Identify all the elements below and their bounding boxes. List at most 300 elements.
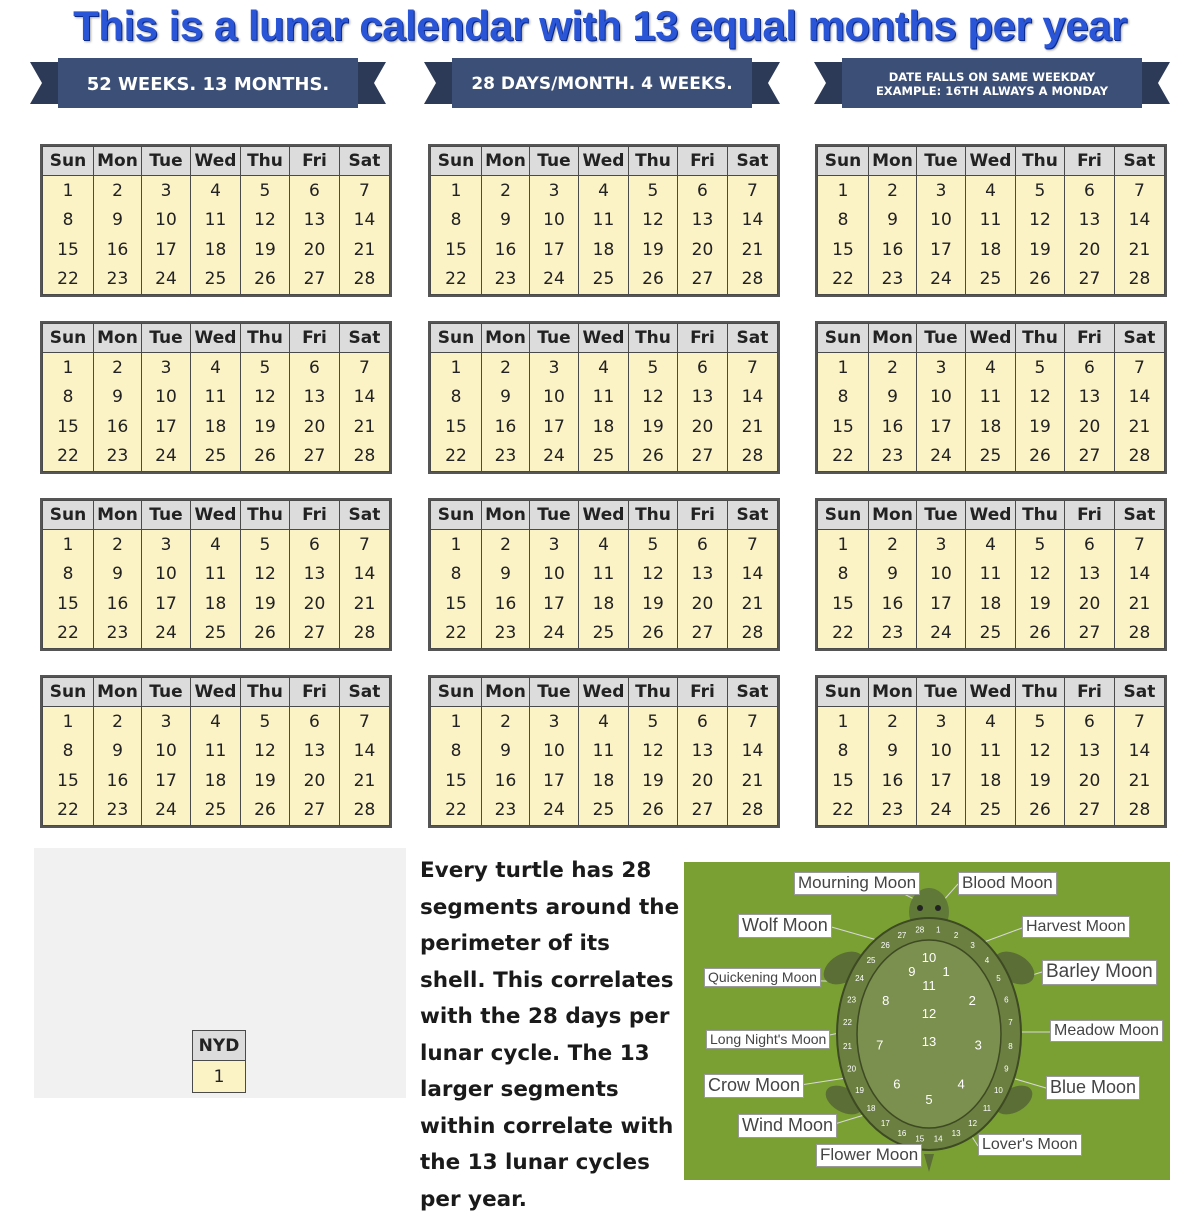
day-cell: 20 <box>289 235 339 265</box>
day-cell: 21 <box>1114 412 1164 442</box>
day-cell: 26 <box>1015 265 1064 295</box>
week-row <box>431 176 778 206</box>
day-cell: 12 <box>628 737 677 767</box>
day-cell: 10 <box>529 206 578 236</box>
day-cell: 3 <box>529 353 578 383</box>
day-cell: 25 <box>965 619 1015 649</box>
shell-inner-number: 11 <box>922 978 936 993</box>
day-cell: 25 <box>965 265 1015 295</box>
day-cell: 27 <box>1064 442 1114 472</box>
day-cell: 23 <box>93 619 141 649</box>
week-row <box>818 442 1165 472</box>
day-cell: 10 <box>916 206 965 236</box>
day-cell: 8 <box>818 737 869 767</box>
weekday-header: Mon <box>481 147 529 176</box>
shell-inner-number: 2 <box>968 993 976 1008</box>
day-cell: 6 <box>677 176 727 206</box>
day-cell: 11 <box>965 560 1015 590</box>
day-cell: 28 <box>339 265 389 295</box>
day-cell: 7 <box>339 353 389 383</box>
day-cell: 23 <box>481 265 529 295</box>
weekday-header: Sun <box>818 501 869 530</box>
day-cell: 28 <box>727 265 777 295</box>
weekday-header: Wed <box>190 324 240 353</box>
day-cell: 10 <box>529 383 578 413</box>
day-cell: 19 <box>1015 235 1064 265</box>
ribbon-label: 28 DAYS/MONTH. 4 WEEKS. <box>471 74 733 94</box>
week-row <box>43 589 390 619</box>
day-cell: 5 <box>1015 707 1064 737</box>
day-cell: 25 <box>578 796 628 826</box>
day-cell: 21 <box>339 589 389 619</box>
shell-outer-number: 10 <box>993 1085 1003 1095</box>
day-cell: 4 <box>190 530 240 560</box>
day-cell: 8 <box>818 206 869 236</box>
shell-inner-number: 10 <box>921 950 937 965</box>
day-cell: 12 <box>628 383 677 413</box>
shell-inner-number: 13 <box>921 1034 937 1049</box>
weekday-header: Thu <box>240 678 289 707</box>
day-cell: 22 <box>818 265 869 295</box>
day-cell: 11 <box>578 383 628 413</box>
month-calendar-6 <box>817 323 1165 472</box>
day-cell: 24 <box>916 265 965 295</box>
shell-inner-number: 7 <box>876 1037 884 1053</box>
day-cell: 13 <box>1064 206 1114 236</box>
shell-outer-number: 7 <box>1008 1018 1013 1028</box>
weekday-header: Tue <box>529 147 578 176</box>
shell-outer-number: 6 <box>1004 995 1009 1005</box>
day-cell: 1 <box>818 176 869 206</box>
day-cell: 7 <box>727 530 777 560</box>
day-cell: 24 <box>529 796 578 826</box>
day-cell: 24 <box>141 265 190 295</box>
weekday-header: Fri <box>289 501 339 530</box>
week-row <box>818 206 1165 236</box>
day-cell: 21 <box>727 766 777 796</box>
shell-outer-number: 16 <box>897 1129 907 1139</box>
week-row <box>431 383 778 413</box>
day-cell: 28 <box>339 619 389 649</box>
weekday-header: Fri <box>1064 501 1114 530</box>
day-cell: 20 <box>677 235 727 265</box>
day-cell: 17 <box>141 589 190 619</box>
shell-inner-number: 5 <box>925 1092 933 1107</box>
weekday-header: Thu <box>1015 324 1064 353</box>
week-row <box>431 619 778 649</box>
week-row <box>431 796 778 826</box>
shell-inner-number: 1 <box>942 963 950 979</box>
shell-outer-number: 12 <box>968 1118 978 1128</box>
day-cell: 18 <box>965 412 1015 442</box>
day-cell: 24 <box>529 265 578 295</box>
day-cell: 1 <box>431 176 482 206</box>
month-calendar-1 <box>42 146 390 295</box>
day-cell: 4 <box>965 707 1015 737</box>
ribbon-line-1: DATE FALLS ON SAME WEEKDAY <box>888 70 1096 84</box>
day-cell: 27 <box>677 796 727 826</box>
day-cell: 3 <box>916 530 965 560</box>
weekday-header: Mon <box>481 678 529 707</box>
day-cell: 21 <box>727 235 777 265</box>
day-cell: 3 <box>529 530 578 560</box>
day-cell: 12 <box>628 560 677 590</box>
day-cell: 20 <box>1064 589 1114 619</box>
weekday-header: Wed <box>190 147 240 176</box>
day-cell: 19 <box>240 412 289 442</box>
day-cell: 8 <box>43 206 94 236</box>
day-cell: 16 <box>481 412 529 442</box>
day-cell: 4 <box>965 353 1015 383</box>
day-cell: 1 <box>818 530 869 560</box>
day-cell: 17 <box>529 589 578 619</box>
week-row <box>43 560 390 590</box>
day-cell: 13 <box>289 737 339 767</box>
day-cell: 9 <box>93 206 141 236</box>
day-cell: 11 <box>578 206 628 236</box>
day-cell: 3 <box>529 707 578 737</box>
day-cell: 6 <box>1064 176 1114 206</box>
day-cell: 14 <box>339 737 389 767</box>
day-cell: 24 <box>529 619 578 649</box>
day-cell: 4 <box>578 530 628 560</box>
day-cell: 2 <box>481 353 529 383</box>
weekday-header: Tue <box>916 147 965 176</box>
week-row <box>43 737 390 767</box>
shell-outer-number: 2 <box>953 930 959 940</box>
shell-outer-number: 22 <box>843 1018 852 1028</box>
shell-outer-number: 1 <box>935 925 941 935</box>
weekday-header: Mon <box>93 324 141 353</box>
day-cell: 25 <box>190 265 240 295</box>
day-cell: 10 <box>529 737 578 767</box>
week-row <box>818 176 1165 206</box>
shell-outer-number: 20 <box>847 1064 857 1074</box>
day-cell: 26 <box>628 619 677 649</box>
day-cell: 28 <box>1114 619 1164 649</box>
weekday-header: Thu <box>240 501 289 530</box>
day-cell: 14 <box>727 560 777 590</box>
shell-inner-number: 4 <box>957 1076 965 1092</box>
shell-outer-number: 13 <box>951 1129 961 1139</box>
day-cell: 9 <box>868 560 916 590</box>
day-cell: 2 <box>481 530 529 560</box>
day-cell: 23 <box>93 442 141 472</box>
day-cell: 27 <box>1064 265 1114 295</box>
day-cell: 22 <box>431 796 482 826</box>
day-cell: 7 <box>1114 176 1164 206</box>
day-cell: 3 <box>529 176 578 206</box>
day-cell: 3 <box>141 707 190 737</box>
day-cell: 28 <box>1114 796 1164 826</box>
week-row <box>43 206 390 236</box>
day-cell: 5 <box>240 707 289 737</box>
weekday-header: Sun <box>431 147 482 176</box>
weekday-header: Thu <box>1015 147 1064 176</box>
weekday-header: Mon <box>481 501 529 530</box>
day-cell: 28 <box>339 442 389 472</box>
day-cell: 9 <box>868 737 916 767</box>
day-cell: 19 <box>628 412 677 442</box>
weekday-header: Fri <box>677 324 727 353</box>
day-cell: 18 <box>190 766 240 796</box>
day-cell: 23 <box>868 442 916 472</box>
week-row <box>43 530 390 560</box>
day-cell: 16 <box>93 766 141 796</box>
day-cell: 2 <box>868 707 916 737</box>
day-cell: 8 <box>43 737 94 767</box>
day-cell: 18 <box>578 412 628 442</box>
day-cell: 21 <box>1114 766 1164 796</box>
day-cell: 25 <box>965 442 1015 472</box>
day-cell: 3 <box>141 176 190 206</box>
day-cell: 16 <box>868 589 916 619</box>
day-cell: 6 <box>677 353 727 383</box>
day-cell: 20 <box>677 589 727 619</box>
day-cell: 26 <box>240 265 289 295</box>
week-row <box>431 560 778 590</box>
day-cell: 17 <box>916 412 965 442</box>
day-cell: 13 <box>677 383 727 413</box>
day-cell: 27 <box>289 619 339 649</box>
week-row <box>431 235 778 265</box>
day-cell: 17 <box>529 235 578 265</box>
page-title: This is a lunar calendar with 13 equal months per year <box>73 2 1127 49</box>
day-cell: 23 <box>93 265 141 295</box>
day-cell: 2 <box>481 176 529 206</box>
day-cell: 27 <box>677 619 727 649</box>
turtle-moon-diagram <box>684 862 1170 1180</box>
weekday-header: Wed <box>578 501 628 530</box>
day-cell: 5 <box>240 530 289 560</box>
day-cell: 6 <box>289 353 339 383</box>
day-cell: 3 <box>916 176 965 206</box>
day-cell: 17 <box>529 412 578 442</box>
ribbon-label: 52 WEEKS. 13 MONTHS. <box>86 73 330 95</box>
week-row <box>818 412 1165 442</box>
month-calendar-8 <box>430 500 778 649</box>
week-row <box>818 589 1165 619</box>
weekday-header: Sun <box>818 324 869 353</box>
shell-outer-number: 25 <box>866 955 876 965</box>
weekday-header: Mon <box>868 147 916 176</box>
week-row <box>43 619 390 649</box>
day-cell: 8 <box>431 560 482 590</box>
day-cell: 16 <box>93 412 141 442</box>
day-cell: 16 <box>93 235 141 265</box>
day-cell: 8 <box>431 206 482 236</box>
day-cell: 12 <box>1015 206 1064 236</box>
weekday-header: Tue <box>916 324 965 353</box>
day-cell: 18 <box>190 589 240 619</box>
weekday-header: Fri <box>1064 324 1114 353</box>
day-cell: 9 <box>481 560 529 590</box>
weekday-header: Fri <box>677 147 727 176</box>
moon-label: Mourning Moon <box>794 872 920 895</box>
day-cell: 11 <box>965 383 1015 413</box>
day-cell: 5 <box>1015 176 1064 206</box>
shell-inner-number: 9 <box>908 963 916 979</box>
day-cell: 20 <box>1064 412 1114 442</box>
shell-inner-number: 3 <box>974 1037 982 1053</box>
weekday-header: Mon <box>93 678 141 707</box>
day-cell: 11 <box>190 737 240 767</box>
day-cell: 17 <box>916 766 965 796</box>
week-row <box>818 235 1165 265</box>
week-row <box>431 737 778 767</box>
day-cell: 27 <box>677 442 727 472</box>
moon-label: Barley Moon <box>1042 960 1157 985</box>
day-cell: 23 <box>481 796 529 826</box>
week-row <box>431 707 778 737</box>
day-cell: 10 <box>529 560 578 590</box>
day-cell: 3 <box>916 707 965 737</box>
weekday-header: Sat <box>339 678 389 707</box>
day-cell: 2 <box>868 353 916 383</box>
week-row <box>431 442 778 472</box>
day-cell: 12 <box>1015 560 1064 590</box>
day-cell: 6 <box>1064 707 1114 737</box>
day-cell: 20 <box>289 589 339 619</box>
weekday-header: Wed <box>965 147 1015 176</box>
ribbon-line-2: EXAMPLE: 16TH ALWAYS A MONDAY <box>875 84 1109 98</box>
week-row <box>431 766 778 796</box>
shell-outer-number: 26 <box>880 941 890 951</box>
weekday-header: Thu <box>1015 678 1064 707</box>
week-row <box>431 206 778 236</box>
weekday-header: Sun <box>431 501 482 530</box>
day-cell: 10 <box>916 560 965 590</box>
day-cell: 21 <box>1114 589 1164 619</box>
weekday-header: Sat <box>339 147 389 176</box>
weekday-header: Sat <box>1114 324 1164 353</box>
week-row <box>818 530 1165 560</box>
week-row <box>818 265 1165 295</box>
ribbon-weeks-months <box>30 54 386 114</box>
day-cell: 11 <box>965 206 1015 236</box>
moon-label: Flower Moon <box>816 1144 922 1167</box>
day-cell: 2 <box>868 176 916 206</box>
day-cell: 22 <box>43 619 94 649</box>
day-cell: 24 <box>141 442 190 472</box>
shell-inner-number: 6 <box>893 1076 901 1092</box>
weekday-header: Thu <box>628 147 677 176</box>
weekday-header: Sat <box>1114 147 1164 176</box>
day-cell: 9 <box>868 206 916 236</box>
day-cell: 13 <box>677 206 727 236</box>
day-cell: 12 <box>240 383 289 413</box>
moon-label: Blue Moon <box>1046 1076 1140 1100</box>
day-cell: 21 <box>727 589 777 619</box>
day-cell: 18 <box>190 235 240 265</box>
moon-label: Blood Moon <box>958 872 1057 895</box>
day-cell: 22 <box>431 619 482 649</box>
day-cell: 16 <box>481 766 529 796</box>
day-cell: 25 <box>578 265 628 295</box>
day-cell: 15 <box>431 766 482 796</box>
day-cell: 5 <box>628 530 677 560</box>
day-cell: 18 <box>965 235 1015 265</box>
day-cell: 4 <box>965 530 1015 560</box>
day-cell: 6 <box>289 707 339 737</box>
weekday-header: Tue <box>529 324 578 353</box>
shell-outer-number: 18 <box>866 1104 876 1114</box>
weekday-header: Sat <box>1114 678 1164 707</box>
day-cell: 20 <box>289 412 339 442</box>
weekday-header: Sun <box>818 147 869 176</box>
day-cell: 16 <box>481 235 529 265</box>
day-cell: 27 <box>289 265 339 295</box>
day-cell: 20 <box>1064 766 1114 796</box>
day-cell: 7 <box>1114 530 1164 560</box>
month-calendar-11 <box>430 677 778 826</box>
weekday-header: Mon <box>481 324 529 353</box>
day-cell: 23 <box>481 619 529 649</box>
day-cell: 16 <box>868 235 916 265</box>
day-cell: 14 <box>727 206 777 236</box>
day-cell: 14 <box>1114 560 1164 590</box>
week-row <box>818 766 1165 796</box>
day-cell: 20 <box>677 766 727 796</box>
day-cell: 11 <box>190 206 240 236</box>
weekday-header: Tue <box>916 501 965 530</box>
weekday-header: Wed <box>578 678 628 707</box>
nyd-value: 1 <box>193 1061 246 1093</box>
week-row <box>818 796 1165 826</box>
week-row <box>43 176 390 206</box>
month-calendar-2 <box>430 146 778 295</box>
week-row <box>43 766 390 796</box>
day-cell: 17 <box>916 235 965 265</box>
week-row <box>43 383 390 413</box>
weekday-header: Wed <box>965 501 1015 530</box>
weekday-header: Sat <box>727 324 777 353</box>
day-cell: 19 <box>240 766 289 796</box>
weekday-header: Sat <box>339 501 389 530</box>
day-cell: 6 <box>1064 353 1114 383</box>
day-cell: 1 <box>818 353 869 383</box>
day-cell: 4 <box>965 176 1015 206</box>
day-cell: 16 <box>868 766 916 796</box>
month-calendar-7 <box>42 500 390 649</box>
turtle-explanation: Every turtle has 28 segments around the perimeter of its shell. This correlates with the 28 days per lunar cycle. The 13 larger segments within correlate with the 13 lunar cycles per year. <box>420 858 680 1212</box>
day-cell: 6 <box>289 176 339 206</box>
weekday-header: Wed <box>190 501 240 530</box>
shell-outer-number: 24 <box>855 974 865 984</box>
weekday-header: Sun <box>43 678 94 707</box>
day-cell: 15 <box>818 412 869 442</box>
day-cell: 26 <box>240 442 289 472</box>
day-cell: 25 <box>190 442 240 472</box>
day-cell: 7 <box>339 707 389 737</box>
day-cell: 1 <box>431 530 482 560</box>
weekday-header: Sun <box>431 324 482 353</box>
week-row <box>43 442 390 472</box>
day-cell: 6 <box>677 530 727 560</box>
day-cell: 10 <box>141 560 190 590</box>
day-cell: 22 <box>818 796 869 826</box>
day-cell: 2 <box>481 707 529 737</box>
day-cell: 23 <box>868 265 916 295</box>
weekday-header: Tue <box>141 147 190 176</box>
shell-inner-number: 8 <box>882 993 890 1008</box>
day-cell: 13 <box>1064 737 1114 767</box>
day-cell: 12 <box>1015 383 1064 413</box>
moon-label: Meadow Moon <box>1050 1020 1163 1042</box>
shell-outer-number: 14 <box>933 1134 943 1144</box>
day-cell: 26 <box>628 265 677 295</box>
day-cell: 7 <box>339 176 389 206</box>
